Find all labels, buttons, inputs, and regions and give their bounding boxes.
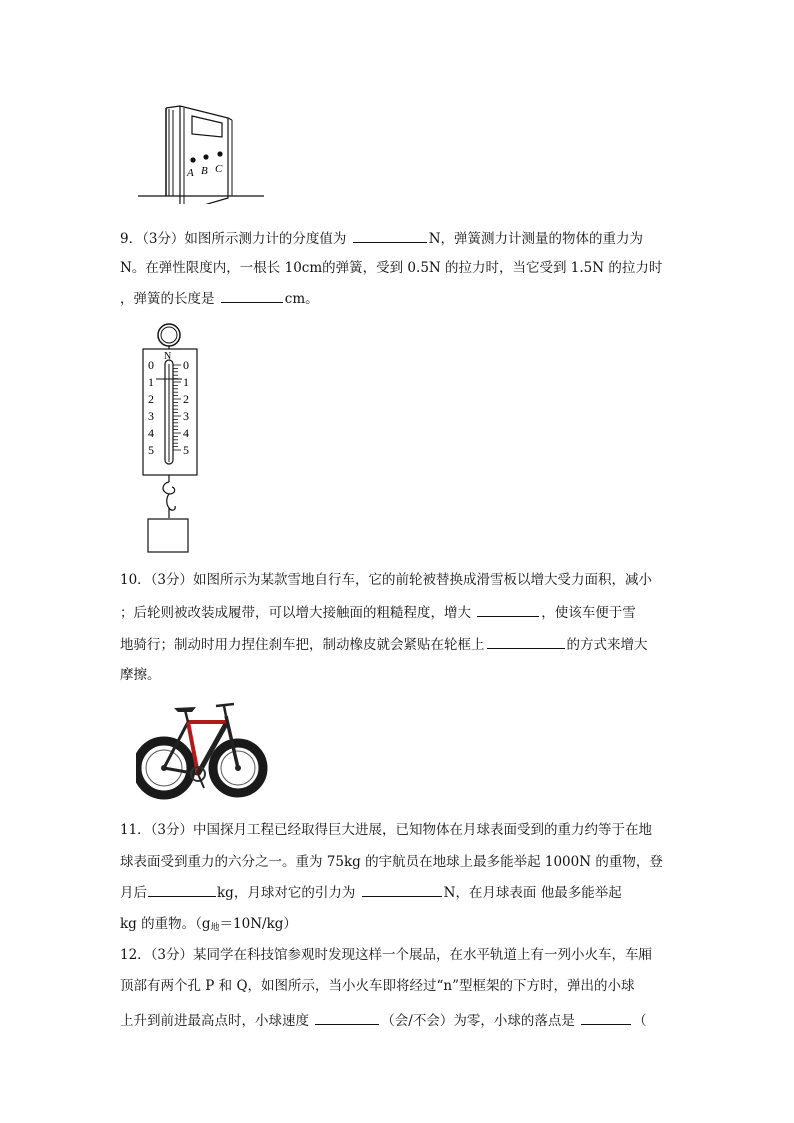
tick-left-0: 0 [148,358,154,372]
q12-line1: 12．（3分）某同学在科技馆参观时发现这样一个展品，在水平轨道上有一列小火车，车厢 [120,947,653,963]
tick-left-4: 4 [148,426,154,440]
unit-label: N [164,351,172,362]
q9-line2: N。在弹性限度内，一根长 10cm的弹簧，受到 0.5N 的拉力时，当它受到 1.5N 的拉力时 [120,260,663,276]
q12-line2: 顶部有两个孔 P 和 Q，如图所示，当小火车即将经过“n”型框架的下方时，弹出的小球 [120,978,635,994]
tick-right-0: 0 [183,358,189,372]
label-b: B [201,165,208,177]
spring-scale-figure [138,322,204,558]
tick-right-2: 2 [183,392,189,406]
q10-blank-2[interactable] [487,634,565,649]
q9-blank-1[interactable] [353,228,427,243]
point-b [203,154,208,159]
q9-blank-2[interactable] [221,288,283,303]
tick-right-3: 3 [183,409,189,423]
q11-blank-2[interactable] [362,882,442,897]
q11-line3: 月后 kg，月球对它的引力为 N，在月球表面 他最多能举起 [120,882,622,903]
fat-bike-figure [136,696,268,804]
tick-left-3: 3 [148,409,154,423]
label-a: A [187,167,194,179]
tick-right-1: 1 [183,375,189,389]
tick-left-2: 2 [148,392,154,406]
label-c: C [215,163,223,175]
q10-line1: 10．（3分）如图所示为某款雪地自行车，它的前轮被替换成滑雪板以增大受力面积，减小 [120,572,653,588]
q9-line3: ，弹簧的长度是 cm。 [120,288,319,309]
q10-line3: 地骑行；制动时用力捏住刹车把，制动橡皮就会紧贴在轮框上 的方式来增大 [120,634,648,655]
tick-right-5: 5 [183,443,189,457]
q10-line4: 摩擦。 [120,667,161,683]
q11-line2: 球表面受到重力的六分之一。重为 75kg 的宇航员在地球上最多能举起 1000N 的重物，登 [120,854,663,870]
q12-line3: 上升到前进最高点时，小球速度 （会/不会）为零，小球的落点是 （ [120,1010,647,1031]
q11-line1: 11．（3分）中国探月工程已经取得巨大进展，已知物体在月球表面受到的重力约等于在地 [120,822,653,838]
point-c [217,151,222,156]
q11-blank-1[interactable] [148,882,216,897]
door-figure [136,100,266,204]
q11-line4: kg 的重物。$(g_地=10N/kg)$ [120,916,297,933]
q12-blank-1[interactable] [315,1010,379,1025]
q12-blank-2[interactable] [581,1010,631,1025]
q9-line1: 9．（3分）如图所示测力计的分度值为 N，弹簧测力计测量的物体的重力为 [120,228,643,249]
q10-line2: ；后轮则被改装成履带，可以增大接触面的粗糙程度，增大 ，使该车便于雪 [120,602,636,623]
q10-blank-1[interactable] [477,602,539,617]
point-a [190,157,195,162]
tick-left-5: 5 [148,443,154,457]
tick-right-4: 4 [183,426,189,440]
tick-left-1: 1 [148,375,154,389]
